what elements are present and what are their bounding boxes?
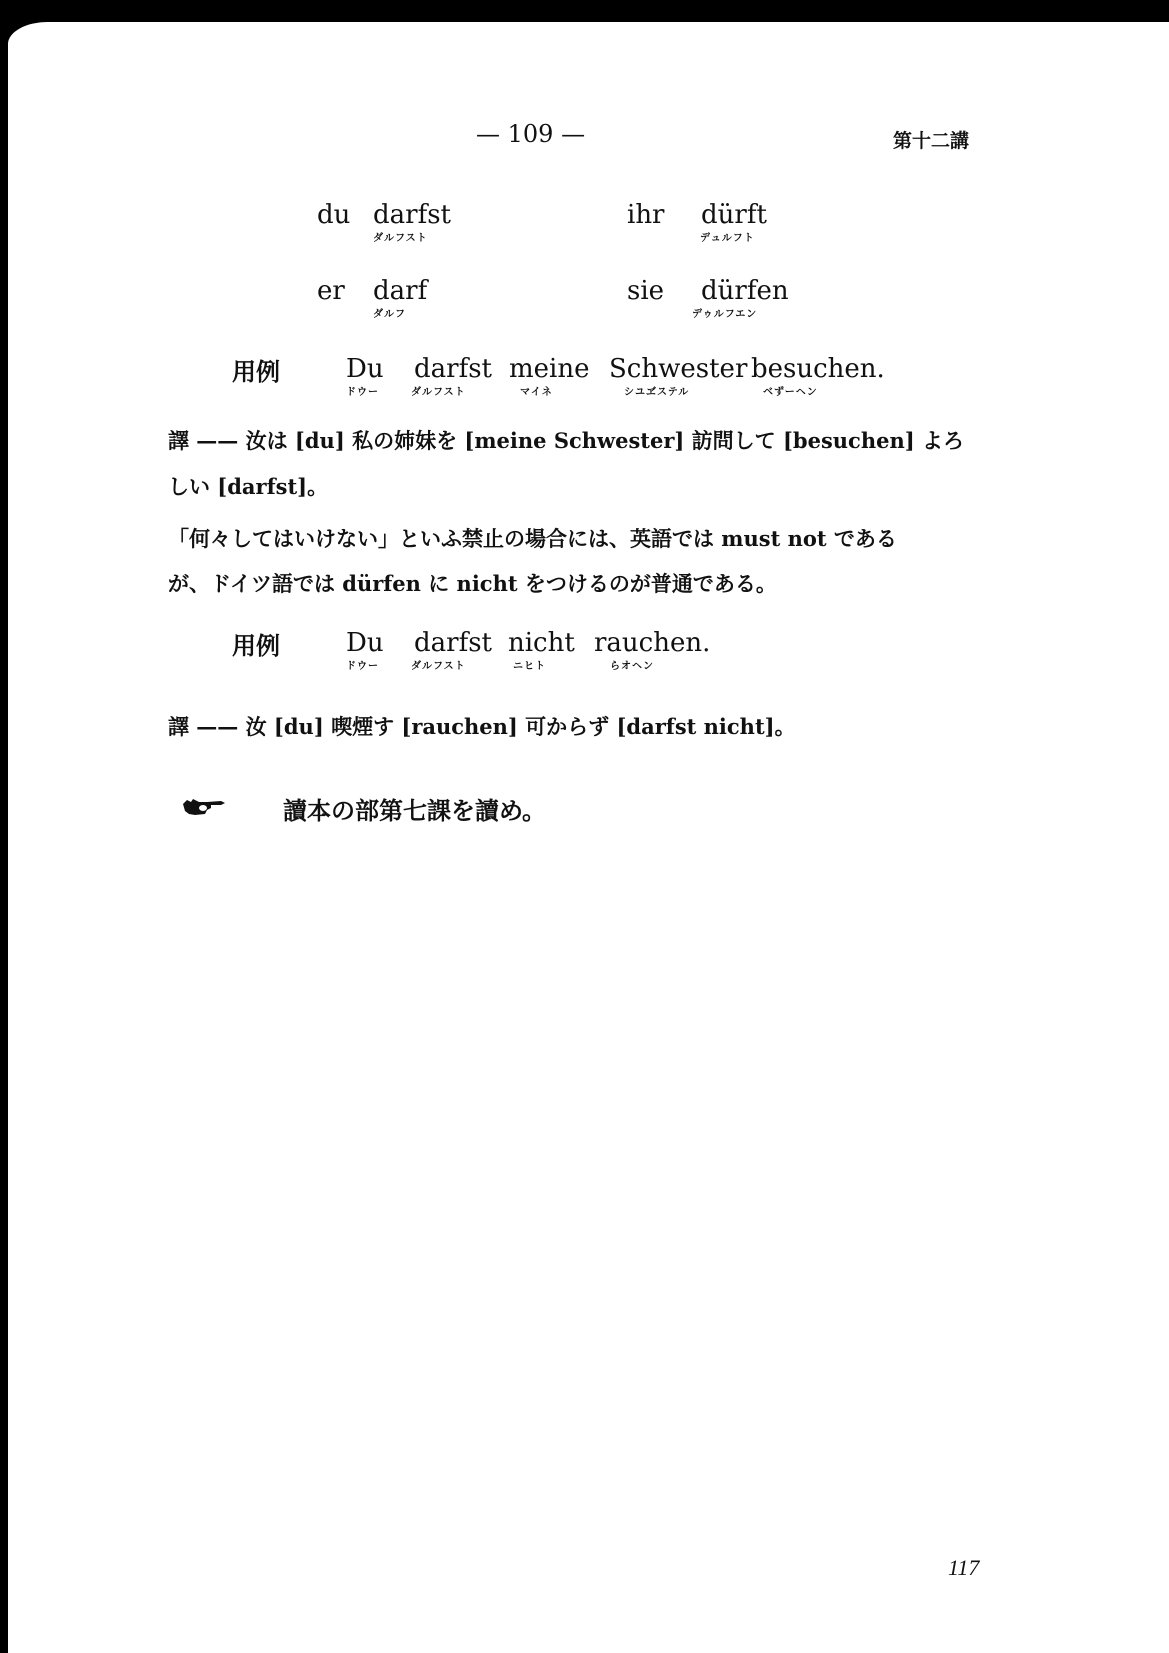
conj-verb-darf: darf	[373, 276, 428, 306]
example1-ruby: ドウー	[346, 387, 379, 398]
conj-pronoun-sie: sie	[627, 276, 665, 306]
conj-pronoun-ihr: ihr	[627, 200, 665, 230]
conj-verb-duerft: dürft	[701, 200, 767, 230]
example2-word: nicht	[508, 628, 575, 658]
example2-ruby: ニヒト	[513, 661, 546, 672]
page	[8, 22, 1169, 1653]
translation-2: 譯 —— 汝 [du] 喫煙す [rauchen] 可からず [darfst nicht]。	[168, 714, 796, 739]
folio-number: 117	[948, 1555, 980, 1580]
conj-ruby-darf: ダルフ	[373, 309, 406, 320]
chapter-title: 第十二講	[893, 130, 970, 152]
example-label: 用例	[232, 358, 280, 386]
example2-word: darfst	[414, 628, 492, 658]
conj-verb-darfst: darfst	[373, 200, 451, 230]
pointing-hand-icon	[181, 796, 227, 824]
conj-pronoun-er: er	[317, 276, 345, 306]
example1-ruby: マイネ	[520, 387, 553, 398]
example2-ruby: ドウー	[346, 661, 379, 672]
example2-ruby: ダルフスト	[411, 661, 466, 672]
example1-ruby: ベずーヘン	[763, 387, 818, 398]
reading-instruction: 讀本の部第七課を讀め。	[283, 796, 547, 825]
conj-ruby-duerft: デュルフト	[700, 233, 755, 244]
conj-pronoun-du: du	[317, 200, 351, 230]
prohibition-paragraph-line-2: が、ドイツ語では dürfen に nicht をつけるのが普通である。	[168, 571, 777, 596]
example1-ruby: ダルフスト	[411, 387, 466, 398]
conj-ruby-darfst: ダルフスト	[373, 233, 428, 244]
example1-ruby: シユヹステル	[624, 387, 690, 398]
page-number-header: — 109 —	[476, 120, 586, 148]
conj-ruby-duerfen: デゥルフエン	[692, 309, 758, 320]
translation-1-line-1: 譯 —— 汝は [du] 私の姉妹を [meine Schwester] 訪問して [besuchen] よろ	[168, 428, 964, 453]
example2-word: rauchen.	[594, 628, 711, 658]
example1-word: meine	[509, 354, 590, 384]
example1-word: darfst	[414, 354, 492, 384]
example-label: 用例	[232, 632, 280, 660]
example1-word: Schwester	[609, 354, 748, 384]
example2-ruby: らオヘン	[610, 661, 654, 672]
example1-word: Du	[346, 354, 384, 384]
translation-1-line-2: しい [darfst]。	[168, 474, 329, 499]
example2-word: Du	[346, 628, 384, 658]
conj-verb-duerfen: dürfen	[701, 276, 789, 306]
prohibition-paragraph-line-1: 「何々してはいけない」といふ禁止の場合には、英語では must not である	[168, 526, 897, 551]
example1-word: besuchen.	[751, 354, 885, 384]
